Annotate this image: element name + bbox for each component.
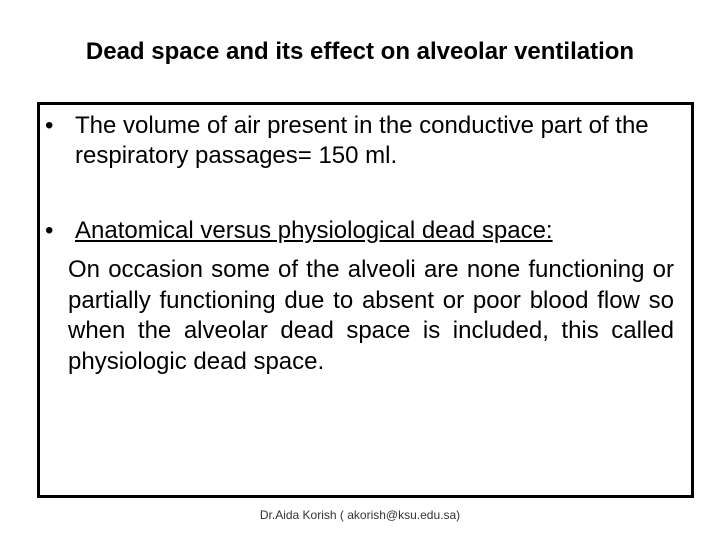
- slide-title: Dead space and its effect on alveolar ventilation: [85, 38, 635, 65]
- bullet-item-volume: [45, 111, 685, 171]
- footer-author: Dr.Aida Korish ( akorish@ksu.edu.sa): [259, 508, 461, 522]
- physiologic-dead-space-paragraph: On occasion some of the alveoli are none functioning or partially functioning due to absent or poor blood flow so when the alveolar dead space is included, this called physiologic dead space.: [68, 256, 674, 375]
- bullet-marker: •: [45, 112, 54, 139]
- bullet-marker: •: [45, 217, 54, 244]
- bullet-heading: Anatomical versus physiological dead space:: [75, 217, 553, 244]
- bullet-item-dead-space: [45, 216, 685, 246]
- bullet-text: The volume of air present in the conductive part of the respiratory passages= 150 ml.: [75, 112, 649, 169]
